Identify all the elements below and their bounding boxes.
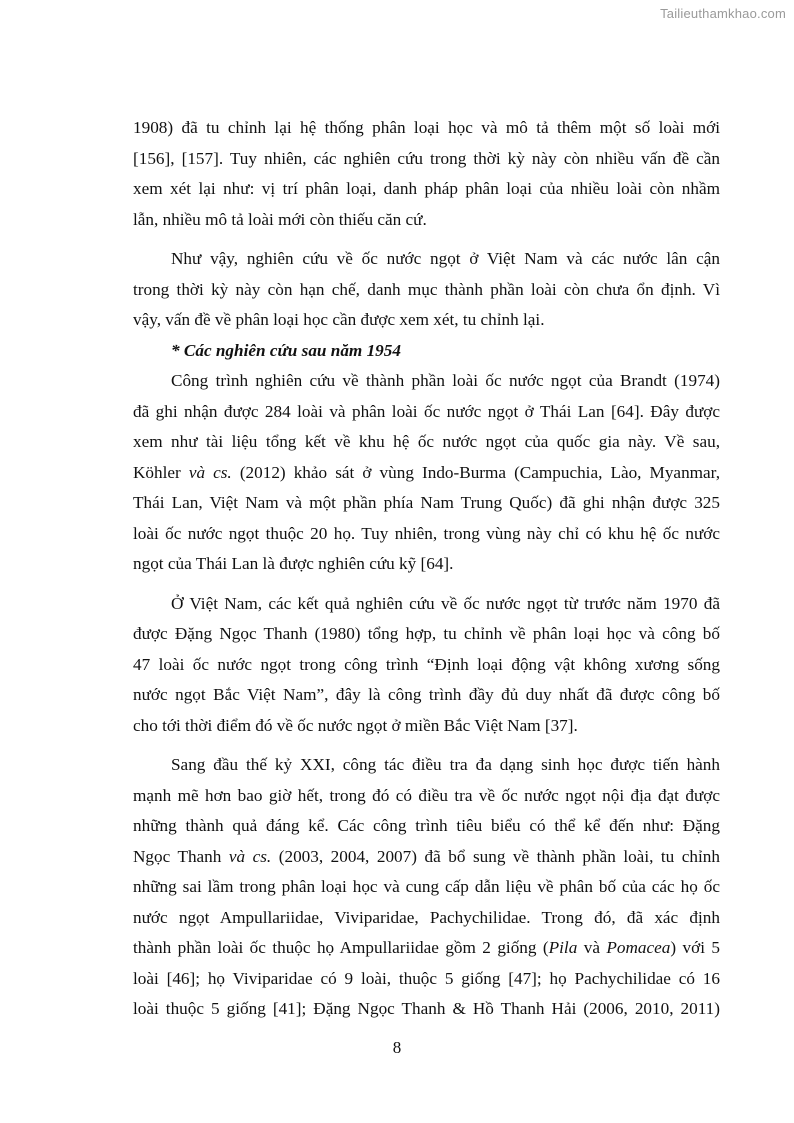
- genus-name: Pomacea: [606, 938, 671, 957]
- text-line: loài thuộc 5 giống [41]; Đặng Ngọc Thanh & Hồ Thanh Hải (2006, 2010, 2011): [133, 999, 720, 1018]
- text-line: loài [46]; họ Viviparidae có 9 loài, thuộc 5 giống [47]; họ Pachychilidae có 16: [133, 968, 720, 988]
- text-line: [156], [157]. Tuy nhiên, các nghiên cứu trong thời kỳ này còn nhiều vấn đề cần: [133, 148, 720, 168]
- genus-name: Pila: [548, 938, 578, 957]
- text-fragment: thành phần loài ốc thuộc họ Ampullariidae gồm 2 giống (: [133, 938, 549, 957]
- et-al-italic: và cs.: [228, 846, 272, 866]
- paragraph-continued: [133, 113, 720, 235]
- text-line: mạnh mẽ hơn bao giờ hết, trong đó có điều tra về ốc nước ngọt nội địa đạt được: [133, 785, 720, 805]
- text-line: xem xét lại như: vị trí phân loại, danh pháp phân loại của nhiều loài còn nhầm: [133, 179, 720, 198]
- text-line: những thành quả đáng kể. Các công trình tiêu biểu có thể kể đến như: Đặng: [133, 816, 720, 835]
- text-fragment: (2003, 2004, 2007) đã bổ sung về thành phần loài, tu chỉnh: [271, 846, 720, 866]
- et-al-italic: và cs.: [188, 462, 232, 482]
- paragraph: [133, 366, 720, 580]
- text-fragment: (2012) khảo sát ở vùng Indo-Burma (Campuchia, Lào, Myanmar,: [231, 462, 720, 482]
- text-line: Thái Lan, Việt Nam và một phần phía Nam Trung Quốc) đã ghi nhận được 325: [133, 493, 720, 512]
- paragraph: [133, 244, 720, 336]
- text-line: đã ghi nhận được 284 loài và phân loài ốc nước ngọt ở Thái Lan [64]. Đây được: [133, 401, 720, 421]
- text-line: nước ngọt Bắc Việt Nam”, đây là công trình đầy đủ duy nhất đã được công bố: [133, 685, 720, 704]
- text-line: xem như tài liệu tổng kết về khu hệ ốc nước ngọt của quốc gia này. Về sau,: [133, 432, 720, 451]
- text-line: những sai lầm trong phân loại học và cung cấp dẫn liệu về phân bố của các họ ốc: [133, 877, 720, 896]
- paragraph: [133, 750, 720, 1025]
- text-line: loài ốc nước ngọt thuộc 20 họ. Tuy nhiên, trong vùng này chỉ có khu hệ ốc nước: [133, 523, 720, 543]
- paragraph: [133, 589, 720, 742]
- text-line: trong thời kỳ này còn hạn chế, danh mục thành phần loài còn chưa ổn định. Vì: [133, 279, 720, 299]
- text-line: ngọt của Thái Lan là được nghiên cứu kỹ [64].: [133, 554, 454, 573]
- text-line: [133, 933, 720, 964]
- text-line: Sang đầu thế kỷ XXI, công tác điều tra đa dạng sinh học được tiến hành: [171, 755, 720, 774]
- text-line: Công trình nghiên cứu về thành phần loài ốc nước ngọt của Brandt (1974): [171, 371, 720, 390]
- page-body: [133, 113, 720, 1025]
- text-line: Ở Việt Nam, các kết quả nghiên cứu về ốc nước ngọt từ trước năm 1970 đã: [171, 593, 720, 613]
- text-line: [133, 842, 720, 873]
- watermark: Tailieuthamkhao.com: [660, 6, 786, 21]
- text-line: được Đặng Ngọc Thanh (1980) tổng hợp, tu chỉnh về phân loại học và công bố: [133, 624, 720, 643]
- text-line: 47 loài ốc nước ngọt trong công trình “Định loại động vật không xương sống: [133, 654, 720, 674]
- section-heading: * Các nghiên cứu sau năm 1954: [171, 340, 401, 360]
- page-number: 8: [392, 1038, 402, 1057]
- text-fragment: ) với 5: [670, 938, 721, 957]
- text-line: Như vậy, nghiên cứu về ốc nước ngọt ở Việt Nam và các nước lân cận: [171, 249, 720, 268]
- text-line: 1908) đã tu chỉnh lại hệ thống phân loại học và mô tả thêm một số loài mới: [133, 118, 720, 137]
- text-line: vậy, vấn đề về phân loại học cần được xem xét, tu chỉnh lại.: [133, 310, 545, 329]
- text-line: nước ngọt Ampullariidae, Viviparidae, Pachychilidae. Trong đó, đã xác định: [133, 907, 720, 927]
- text-fragment: và: [577, 938, 607, 957]
- text-line: cho tới thời điểm đó về ốc nước ngọt ở miền Bắc Việt Nam [37].: [133, 715, 578, 735]
- text-line: [133, 458, 720, 489]
- author-name: Köhler: [133, 462, 189, 482]
- author-name: Ngọc Thanh: [133, 846, 229, 866]
- text-line: lẫn, nhiều mô tả loài mới còn thiếu căn cứ.: [133, 209, 427, 229]
